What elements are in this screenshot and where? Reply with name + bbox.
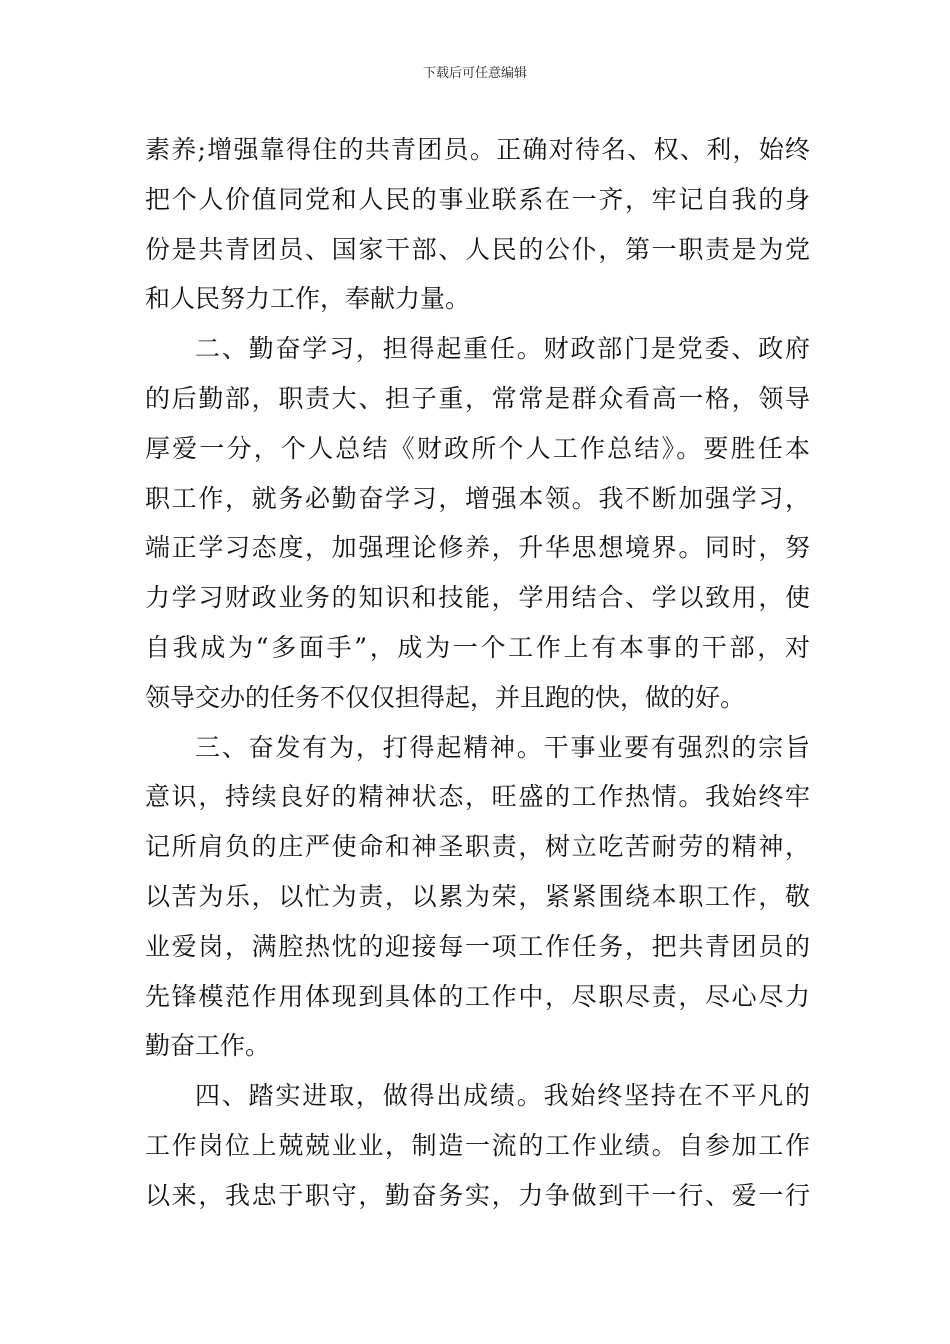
text-line: 勤奋工作。	[145, 1031, 271, 1061]
text-line: 素养;增强靠得住的共青团员。正确对待名、权、利，始终	[145, 135, 810, 164]
text-line: 四、踏实进取，做得出成绩。我始终坚持在不平凡的	[195, 1081, 810, 1111]
page-header: 下载后可任意编辑	[422, 66, 527, 81]
paragraph	[145, 125, 810, 324]
text-line: 以来，我忠于职守，勤奋务实，力争做到干一行、爱一行	[145, 1180, 810, 1210]
text-line: 厚爱一分，个人总结《财政所个人工作总结》。要胜任本	[145, 433, 810, 463]
text-line: 意识，持续良好的精神状态，旺盛的工作热情。我始终牢	[145, 782, 810, 812]
text-line: 领导交办的任务不仅仅担得起，并且跑的快，做的好。	[145, 682, 746, 712]
text-line: 三、奋发有为，打得起精神。干事业要有强烈的宗旨	[195, 732, 810, 762]
text-line: 业爱岗，满腔热忱的迎接每一项工作任务，把共青团员的	[145, 931, 810, 961]
text-line: 端正学习态度，加强理论修养，升华思想境界。同时，努	[145, 533, 810, 563]
text-line: 份是共青团员、国家干部、人民的公仆，第一职责是为党	[145, 234, 810, 264]
text-line: 的后勤部，职责大、担子重，常常是群众看高一格，领导	[145, 383, 810, 413]
text-line: 职工作，就务必勤奋学习，增强本领。我不断加强学习，	[145, 483, 810, 513]
text-line: 把个人价值同党和人民的事业联系在一齐，牢记自我的身	[145, 184, 810, 214]
document-body	[145, 125, 810, 1221]
paragraph	[145, 324, 810, 722]
text-line: 先锋模范作用体现到具体的工作中，尽职尽责，尽心尽力	[145, 981, 810, 1011]
text-line: 记所肩负的庄严使命和神圣职责，树立吃苦耐劳的精神，	[145, 832, 810, 862]
text-line: 力学习财政业务的知识和技能，学用结合、学以致用，使	[145, 583, 810, 613]
text-line: 自我成为“多面手”，成为一个工作上有本事的干部，对	[145, 632, 810, 662]
text-line: 工作岗位上兢兢业业，制造一流的工作业绩。自参加工作	[145, 1130, 810, 1160]
text-line: 二、勤奋学习，担得起重任。财政部门是党委、政府	[195, 334, 810, 364]
paragraph	[145, 723, 810, 1072]
text-line: 以苦为乐，以忙为责，以累为荣，紧紧围绕本职工作，敬	[145, 881, 810, 911]
paragraph	[145, 1071, 810, 1220]
text-line: 和人民努力工作，奉献力量。	[145, 284, 471, 314]
